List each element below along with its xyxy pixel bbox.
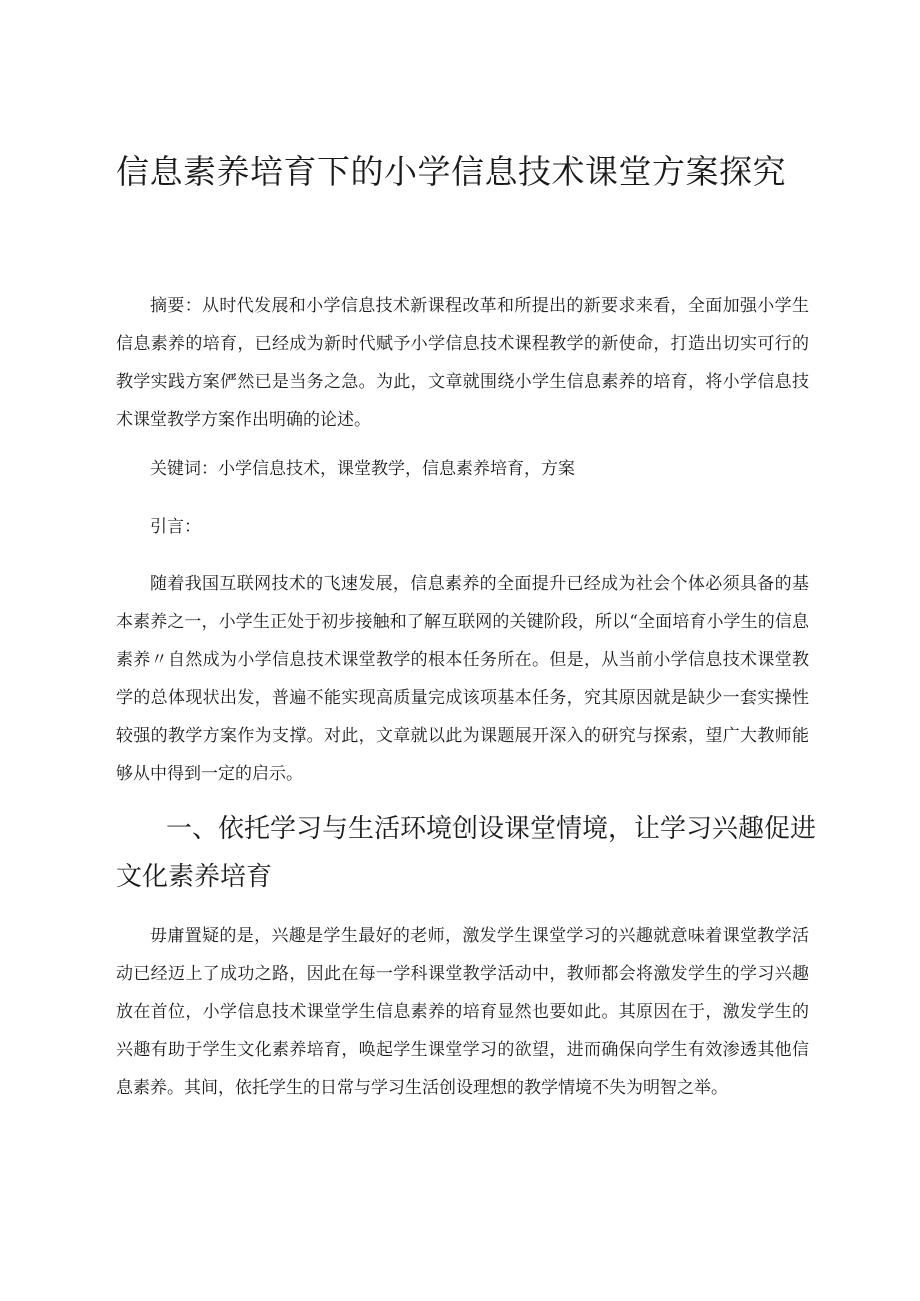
intro-paragraph: 随着我国互联网技术的飞速发展，信息素养的全面提升已经成为社会个体必须具备的基本素养之一，小学生正处于初步接触和了解互联网的关键阶段，所以“全面培育小学生的信息素养〃自然成为小学信息技术课堂教学的根本任务所在。但是，从当前小学信息技术课堂教学的总体现状出发，普遍不能实现高质量完成该项基本任务，究其原因就是缺少一套实操性较强的教学方案作为支撑。对此，文章就以此为课题展开深入的研究与探索，望广大教师能够从中得到一定的启示。 bbox=[116, 574, 809, 784]
section-1-paragraph: 毋庸置疑的是，兴趣是学生最好的老师，激发学生课堂学习的兴趣就意味着课堂教学活动已经迈上了成功之路，因此在每一学科课堂教学活动中，教师都会将激发学生的学习兴趣放在首位，小学信息技术课堂学生信息素养的培育显然也要如此。其原因在于，激发学生的兴趣有助于学生文化素养培育，唤起学生课堂学习的欲望，进而确保向学生有效渗透其他信息素养。其间，依托学生的日常与学习生活创设理想的教学情境不失为明智之举。 bbox=[116, 926, 809, 1098]
abstract-paragraph: 摘要：从时代发展和小学信息技术新课程改革和所提出的新要求来看，全面加强小学生信息素养的培育，已经成为新时代赋予小学信息技术课程教学的新使命，打造出切实可行的教学实践方案俨然已是当务之急。为此，文章就围绕小学生信息素养的培育，将小学信息技术课堂教学方案作出明确的论述。 bbox=[116, 296, 809, 430]
section-heading-1: 一、依托学习与生活环境创设课堂情境，让学习兴趣促进文化素养培育 bbox=[116, 814, 817, 892]
keywords-line: 关键词：小学信息技术，课堂教学，信息素养培育，方案 bbox=[150, 459, 575, 479]
document-title: 信息素养培育下的小学信息技术课堂方案探究 bbox=[116, 152, 786, 191]
intro-label: 引言： bbox=[150, 517, 201, 537]
